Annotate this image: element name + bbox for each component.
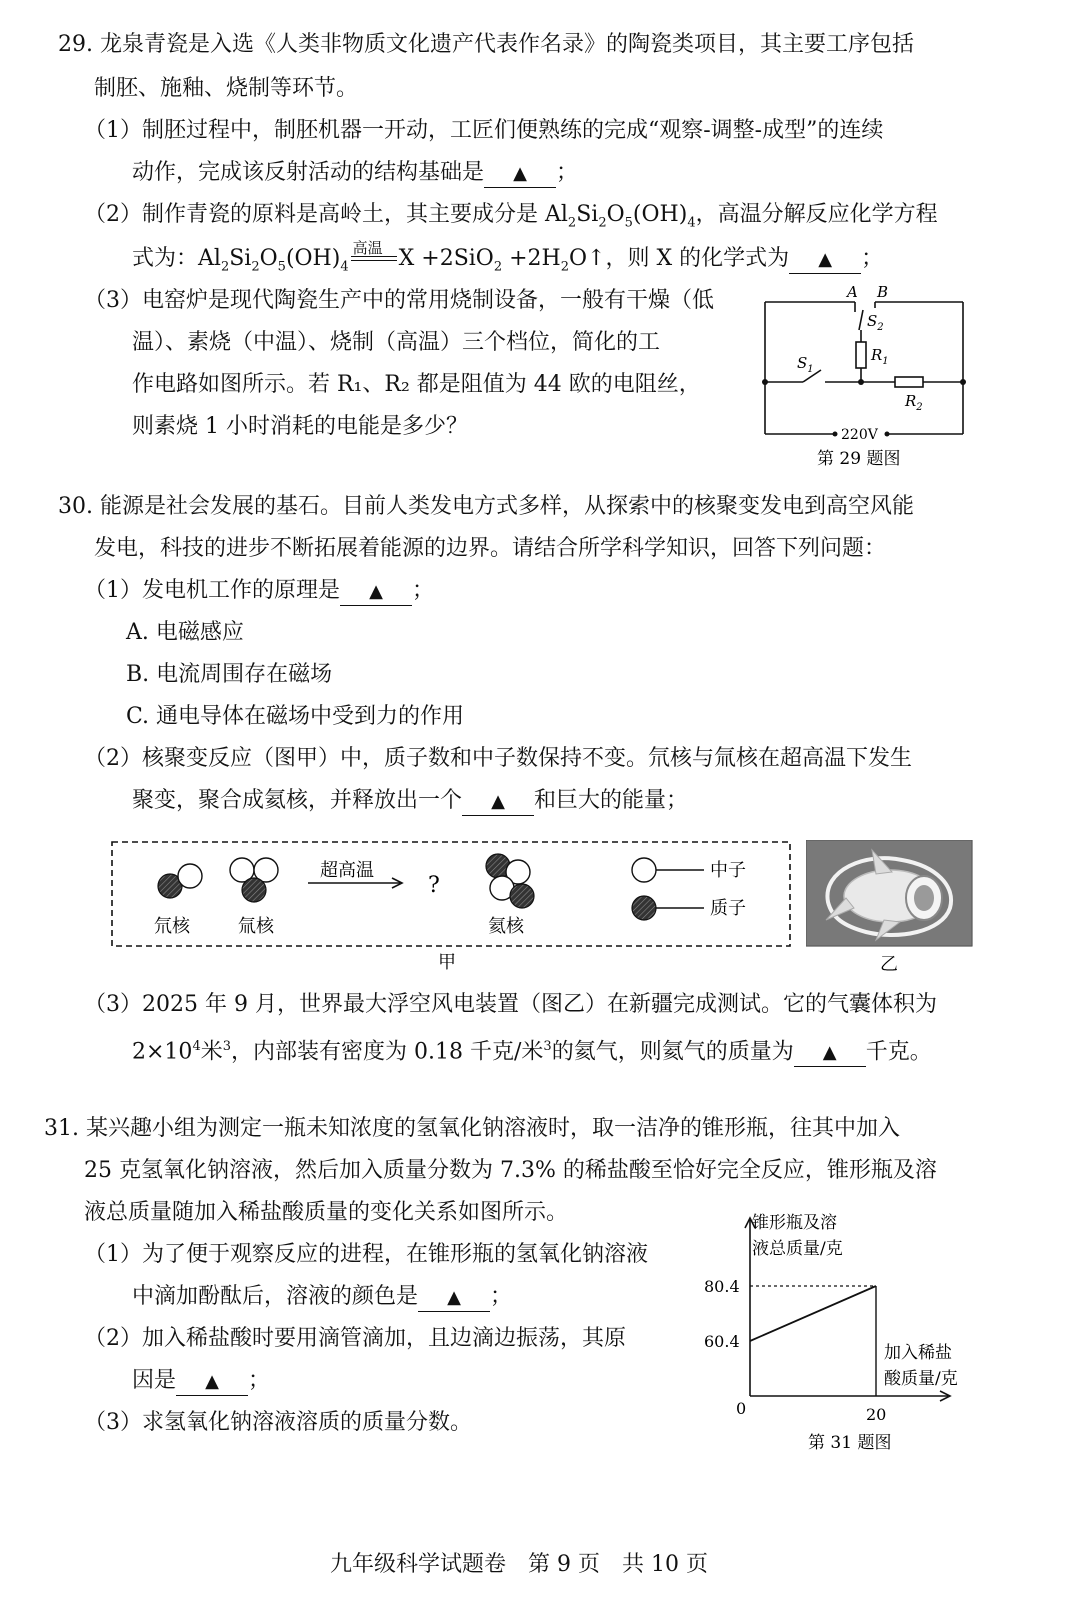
deuterium-nucleus [158,864,202,898]
label-a: A [847,283,858,301]
figure-jia-label: 甲 [438,952,456,973]
q29-part1-line2: 动作，完成该反射活动的结构基础是 ▲ ； [132,158,578,188]
fusion-diagram [108,836,798,976]
y-axis-label-line1: 锥形瓶及溶 [752,1213,837,1233]
answer-blank[interactable]: ▲ [418,1284,490,1312]
label-r1: $R_1$ [871,346,889,367]
answer-blank[interactable]: ▲ [176,1368,248,1396]
equation-condition: 高温 [349,247,399,271]
label-s1: $S_1$ [797,354,814,375]
q31-part1-line2: 中滴加酚酞后，溶液的颜色是 ▲ ； [132,1282,512,1312]
q29-part3-line2: 温）、素烧（中温）、烧制（高温）三个档位，简化的工 [132,330,661,355]
legend-neutron-symbol [632,858,656,882]
label-s2: $S_2$ [867,312,884,333]
legend-proton-symbol [632,896,656,920]
q30-title-cont: 发电，科技的进步不断拓展着能源的边界。请结合所学科学知识，回答下列问题： [94,536,887,561]
q31-title: 31. 某兴趣小组为测定一瓶未知浓度的氢氧化钠溶液时，取一洁净的锥形瓶，往其中加入 [44,1116,900,1141]
resistor-r1 [856,342,866,368]
data-line [750,1286,876,1341]
q29-title: 29. 龙泉青瓷是入选《人类非物质文化遗产代表作名录》的陶瓷类项目，其主要工序包括 [58,32,914,57]
unknown-product: ? [428,873,440,898]
label-r2: $R_2$ [905,392,923,413]
figure-yi-label: 乙 [880,954,898,975]
q29-part3-line3: 作电路如图所示。若 R₁、R₂ 都是阻值为 44 欧的电阻丝， [132,372,701,397]
q30-part2-line2: 聚变，聚合成氦核，并释放出一个 ▲ 和巨大的能量； [132,786,688,816]
floating-wind-turbine-photo [806,840,974,980]
q31-part1-line1: （1）为了便于观察反应的进程，在锥形瓶的氢氧化钠溶液 [84,1242,648,1267]
option-a: A. 电磁感应 [126,620,244,645]
junction-right [960,379,966,385]
option-c: C. 通电导体在磁场中受到力的作用 [126,704,465,729]
answer-blank[interactable]: ▲ [794,1039,866,1067]
helium-label: 氦核 [488,916,524,937]
terminal-right [885,432,890,437]
q30-title: 30. 能源是社会发展的基石。目前人类发电方式多样，从探索中的核聚变发电到高空风能 [58,494,914,519]
terminal-left [833,432,838,437]
y-tick-80.4: 80.4 [704,1277,740,1296]
deuterium-label: 氘核 [154,916,190,937]
q29-part2-line1: （2）制作青瓷的原料是高岭土，其主要成分是 $Al_2Si_2O_5(OH)_4$，高温分解反应化学方程 [84,202,938,231]
x-axis-label-line1: 加入稀盐 [884,1343,952,1363]
q29-part3-line1: （3）电窑炉是现代陶瓷生产中的常用烧制设备，一般有干燥（低 [84,288,714,313]
circuit-diagram [755,282,975,472]
q29-title-cont: 制胚、施釉、烧制等环节。 [94,76,359,101]
junction-left [762,379,768,385]
condition-label: 超高温 [320,860,374,881]
q30-part3-line1: （3）2025 年 9 月，世界最大浮空风电装置（图乙）在新疆完成测试。它的气囊体积为 [84,992,937,1017]
q31-title-cont2: 液总质量随加入稀盐酸质量的变化关系如图所示。 [84,1200,569,1225]
tritium-label: 氚核 [238,916,274,937]
page-footer: 九年级科学试题卷 第 9 页 共 10 页 [330,1552,708,1577]
q30-part3-line2: $2\times 10^4$米$^3$，内部装有密度为 0.18 千克/米$^3$的氦气，则氦气的质量为 ▲ 千克。 [132,1032,932,1067]
label-b: B [877,283,889,301]
q29-part1-text: 动作，完成该反射活动的结构基础是 [132,160,485,185]
y-axis-label-line2: 液总质量/克 [752,1239,843,1259]
answer-blank[interactable]: ▲ [789,246,861,274]
q31-part2-line2: 因是 ▲ ； [132,1366,270,1396]
q31-title-cont1: 25 克氢氧化钠溶液，然后加入质量分数为 7.3% 的稀盐酸至恰好完全反应，锥形瓶及溶 [84,1158,937,1183]
q31-part3: （3）求氢氧化钠溶液溶质的质量分数。 [84,1410,472,1435]
legend-proton-label: 质子 [710,898,746,919]
answer-blank[interactable]: ▲ [462,788,534,816]
switch-s2-blade [859,310,863,330]
origin-label: 0 [736,1399,747,1418]
answer-blank[interactable]: ▲ [340,578,412,606]
option-b: B. 电流周围存在磁场 [126,662,333,687]
resistor-r2 [895,377,923,387]
tritium-nucleus [230,858,278,902]
label-voltage: 220V [841,427,878,443]
q31-part2-line1: （2）加入稀盐酸时要用滴管滴加，且边滴边振荡，其原 [84,1326,626,1351]
junction-mid [858,379,864,385]
y-tick-60.4: 60.4 [704,1332,740,1351]
q29-equation-line: 式为：$Al_2Si_2O_5(OH)_4$ 高温 $X +2SiO_2 +2H_2O↑$，则 X 的化学式为 ▲ ； [132,239,884,275]
x-axis-label-line2: 酸质量/克 [884,1369,958,1389]
mass-chart [690,1200,990,1460]
chart-caption: 第 31 题图 [808,1433,892,1453]
helium-nucleus [486,854,534,908]
x-tick-20: 20 [866,1405,887,1424]
q29-part1-line1: （1）制胚过程中，制胚机器一开动，工匠们便熟练的完成“观察-调整-成型”的连续 [84,118,884,143]
q30-part2-line1: （2）核聚变反应（图甲）中，质子数和中子数保持不变。氘核与氚核在超高温下发生 [84,746,912,771]
q29-part3-line4: 则素烧 1 小时消耗的电能是多少？ [132,414,468,439]
circuit-caption: 第 29 题图 [817,449,901,469]
q30-part1: （1）发电机工作的原理是 ▲ ； [84,576,434,606]
figure-frame [112,842,790,946]
answer-blank[interactable]: ▲ [484,160,556,188]
duct-inner [914,885,934,911]
legend-neutron-label: 中子 [710,860,746,881]
